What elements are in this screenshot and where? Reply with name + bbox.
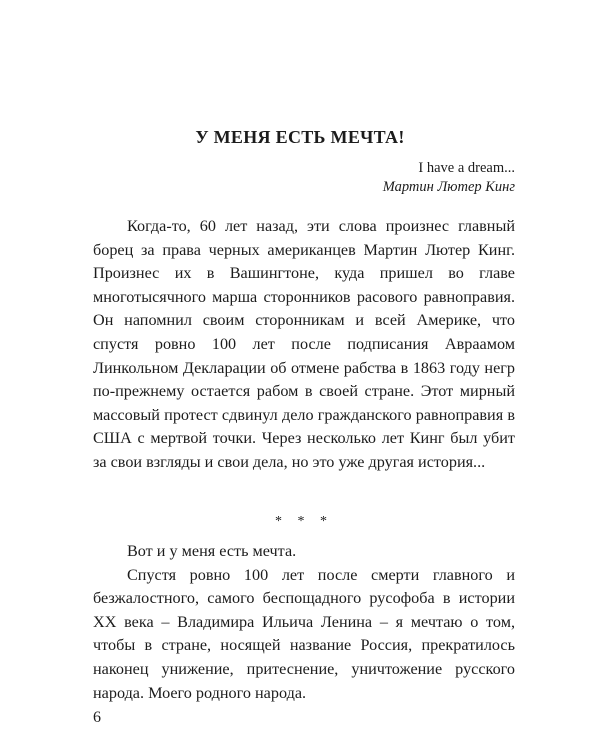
chapter-title: У МЕНЯ ЕСТЬ МЕЧТА! xyxy=(195,127,405,147)
epigraph-quote: I have a dream... xyxy=(418,160,515,176)
page-number: 6 xyxy=(93,709,101,726)
paragraph: Когда-то, 60 лет назад, эти слова произнес главный борец за права черных американцев Мартин Лютер Кинг. Произнес их в Вашингтоне, куда пришел во главе многотысячного марша сторонников расового равноправия. Он напомнил своим сторонникам и всей Америке, что спустя ровно 100 лет после подписания Авраамом Линкольном Декларации об отмене рабства в 1863 году негр по-прежнему остается рабом в своей стране. Этот мирный массовый протест сдвинул дело гражданского равноправия в США с мертвой точки. Через несколько лет Кинг был убит за свои взгляды и свои дела, но это уже другая история... xyxy=(93,217,515,471)
paragraph: Вот и у меня есть мечта. xyxy=(127,542,297,560)
epigraph xyxy=(215,159,515,197)
epigraph-author: Мартин Лютер Кинг xyxy=(382,179,515,195)
paragraph: Спустя ровно 100 лет после смерти главного и безжалостного, самого беспощадного русофоба в истории ХХ века – Владимира Ильича Ленина – я мечтаю о том, чтобы в стране, носящей название Россия, прекратилось наконец унижение, притеснение, уничтожение русского народа. Моего родного народа. xyxy=(93,565,515,702)
body-text-section-1 xyxy=(93,215,515,475)
section-separator: * * * xyxy=(275,514,333,529)
body-text-section-2 xyxy=(93,540,515,705)
